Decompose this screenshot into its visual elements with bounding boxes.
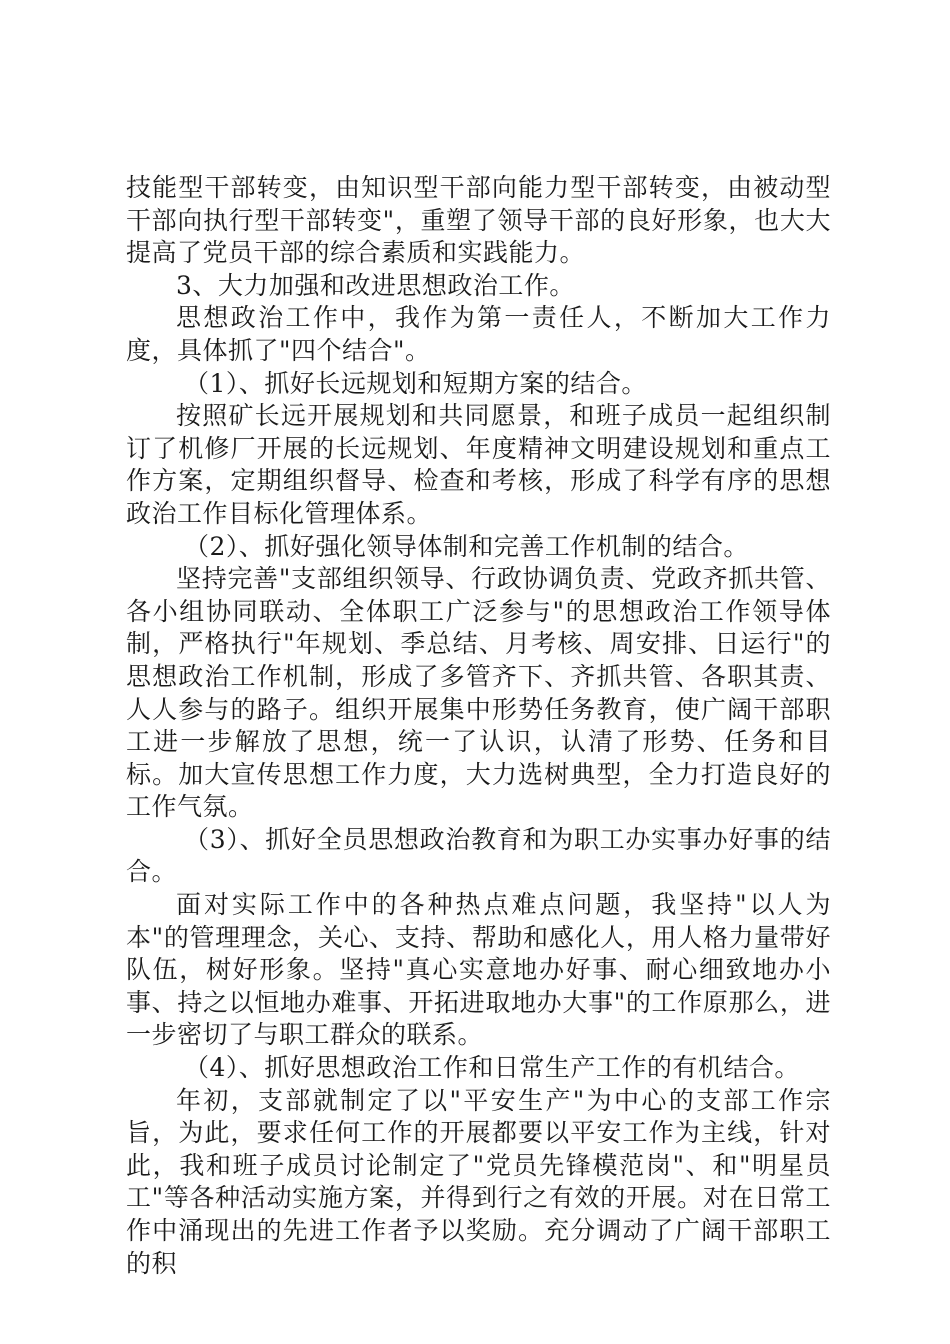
section-heading-3: 3、大力加强和改进思想政治工作。	[176, 270, 575, 300]
document-body	[126, 172, 831, 1280]
paragraph-continuation: 技能型干部转变，由知识型干部向能力型干部转变，由被动型干部向执行型干部转变"，重塑了领导干部的良好形象，也大大提高了党员干部的综合素质和实践能力。	[126, 173, 831, 268]
paragraph-subsection-2: 坚持完善"支部组织领导、行政协调负责、党政齐抓共管、各小组协同联动、全体职工广泛参与"的思想政治工作领导体制，严格执行"年规划、季总结、月考核、周安排、日运行"的思想政治工作机制，形成了多管齐下、齐抓共管、各职其责、人人参与的路子。组织开展集中形势任务教育，使广阔干部职工进一步解放了思想，统一了认识，认清了形势、任务和目标。加大宣传思想工作力度，大力选树典型，全力打造良好的工作气氛。	[126, 564, 831, 822]
subheading-4: （4）、抓好思想政治工作和日常生产工作的有机结合。	[184, 1053, 800, 1083]
subheading-3: （3）、抓好全员思想政治教育和为职工办实事办好事的结合。	[126, 824, 831, 887]
paragraph-subsection-4: 年初，支部就制定了以"平安生产"为中心的支部工作宗旨，为此，要求任何工作的开展都要以平安工作为主线，针对此，我和班子成员讨论制定了"党员先锋模范岗"、和"明星员工"等各种活动实施方案，并得到行之有效的开展。对在日常工作中涌现出的先进工作者予以奖励。充分调动了广阔干部职工的积	[126, 1085, 831, 1278]
subheading-1: （1）、抓好长远规划和短期方案的结合。	[184, 368, 647, 398]
paragraph-intro-four-combinations: 思想政治工作中，我作为第一责任人，不断加大工作力度，具体抓了"四个结合"。	[126, 303, 831, 365]
subheading-2: （2）、抓好强化领导体制和完善工作机制的结合。	[184, 531, 749, 561]
paragraph-subsection-3: 面对实际工作中的各种热点难点问题，我坚持"以人为本"的管理理念，关心、支持、帮助和感化人，用人格力量带好队伍，树好形象。坚持"真心实意地办好事、耐心细致地办小事、持之以恒地办难事、开拓进取地办大事"的工作原那么，进一步密切了与职工群众的联系。	[126, 890, 831, 1050]
paragraph-subsection-1: 按照矿长远开展规划和共同愿景，和班子成员一起组织制订了机修厂开展的长远规划、年度精神文明建设规划和重点工作方案，定期组织督导、检查和考核，形成了科学有序的思想政治工作目标化管理体系。	[126, 401, 831, 528]
